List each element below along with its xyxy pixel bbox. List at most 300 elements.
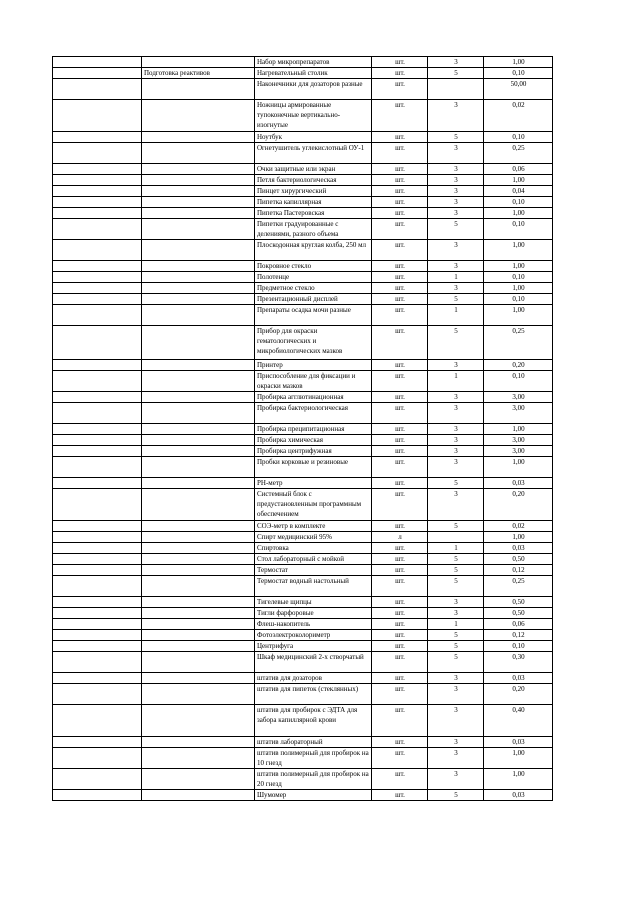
quantity-cell: 3 xyxy=(428,392,484,403)
coefficient-cell: 50,00 xyxy=(484,79,553,100)
item-name-cell: Пинцет хирургический xyxy=(255,186,372,197)
coefficient-cell: 0,03 xyxy=(484,737,553,748)
section-cell xyxy=(142,294,255,305)
section-cell xyxy=(142,478,255,489)
table-row xyxy=(53,748,553,769)
coefficient-cell: 1,00 xyxy=(484,240,553,261)
unit-cell: шт. xyxy=(372,305,428,326)
item-name-cell: штатив полимерный для пробирок на 20 гнезд xyxy=(255,769,372,790)
item-name-cell: СОЭ-метр в комплекте xyxy=(255,521,372,532)
coefficient-cell: 0,10 xyxy=(484,68,553,79)
quantity-cell: 3 xyxy=(428,673,484,684)
coefficient-cell: 0,50 xyxy=(484,608,553,619)
quantity-cell: 3 xyxy=(428,240,484,261)
unit-cell: шт. xyxy=(372,100,428,132)
unit-cell: шт. xyxy=(372,175,428,186)
quantity-cell: 3 xyxy=(428,57,484,68)
quantity-cell: 3 xyxy=(428,457,484,478)
section-cell xyxy=(142,175,255,186)
blank-cell xyxy=(53,576,142,597)
quantity-cell: 3 xyxy=(428,143,484,164)
blank-cell xyxy=(53,208,142,219)
coefficient-cell: 0,25 xyxy=(484,326,553,360)
blank-cell xyxy=(53,272,142,283)
unit-cell: шт. xyxy=(372,489,428,521)
item-name-cell: Тигелевые щипцы xyxy=(255,597,372,608)
blank-cell xyxy=(53,79,142,100)
quantity-cell: 3 xyxy=(428,737,484,748)
item-name-cell: Пробирка химическая xyxy=(255,435,372,446)
item-name-cell: Пробки корковые и резиновые xyxy=(255,457,372,478)
section-cell: Подготовка реактивов xyxy=(142,68,255,79)
quantity-cell xyxy=(428,532,484,543)
table-row xyxy=(53,132,553,143)
item-name-cell: Центрифуга xyxy=(255,641,372,652)
blank-cell xyxy=(53,478,142,489)
item-name-cell: Предметное стекло xyxy=(255,283,372,294)
quantity-cell: 5 xyxy=(428,652,484,673)
coefficient-cell: 1,00 xyxy=(484,175,553,186)
table-row xyxy=(53,532,553,543)
coefficient-cell: 1,00 xyxy=(484,305,553,326)
section-cell xyxy=(142,283,255,294)
table-row xyxy=(53,240,553,261)
unit-cell: шт. xyxy=(372,737,428,748)
blank-cell xyxy=(53,371,142,392)
section-cell xyxy=(142,705,255,737)
unit-cell: шт. xyxy=(372,424,428,435)
item-name-cell: штатив лабораторный xyxy=(255,737,372,748)
item-name-cell: штатив для дозаторов xyxy=(255,673,372,684)
unit-cell: шт. xyxy=(372,748,428,769)
blank-cell xyxy=(53,294,142,305)
quantity-cell: 5 xyxy=(428,790,484,801)
unit-cell: шт. xyxy=(372,769,428,790)
table-row xyxy=(53,326,553,360)
table-row xyxy=(53,79,553,100)
coefficient-cell: 0,06 xyxy=(484,164,553,175)
quantity-cell xyxy=(428,79,484,100)
item-name-cell: штатив для пробирок с ЭДТА для забора капиллярной крови xyxy=(255,705,372,737)
section-cell xyxy=(142,521,255,532)
blank-cell xyxy=(53,360,142,371)
coefficient-cell: 3,00 xyxy=(484,435,553,446)
blank-cell xyxy=(53,641,142,652)
item-name-cell: PH-метр xyxy=(255,478,372,489)
quantity-cell: 5 xyxy=(428,294,484,305)
section-cell xyxy=(142,543,255,554)
item-name-cell: штатив полимерный для пробирок на 10 гнезд xyxy=(255,748,372,769)
coefficient-cell: 1,00 xyxy=(484,424,553,435)
section-cell xyxy=(142,737,255,748)
section-cell xyxy=(142,272,255,283)
table-row xyxy=(53,424,553,435)
blank-cell xyxy=(53,57,142,68)
coefficient-cell: 0,03 xyxy=(484,543,553,554)
unit-cell: шт. xyxy=(372,597,428,608)
blank-cell xyxy=(53,424,142,435)
quantity-cell: 3 xyxy=(428,283,484,294)
table-row xyxy=(53,197,553,208)
coefficient-cell: 0,02 xyxy=(484,521,553,532)
blank-cell xyxy=(53,132,142,143)
unit-cell: шт. xyxy=(372,641,428,652)
blank-cell xyxy=(53,197,142,208)
blank-cell xyxy=(53,652,142,673)
coefficient-cell: 3,00 xyxy=(484,403,553,424)
item-name-cell: Презентационный дисплей xyxy=(255,294,372,305)
blank-cell xyxy=(53,489,142,521)
quantity-cell: 3 xyxy=(428,769,484,790)
quantity-cell: 3 xyxy=(428,197,484,208)
item-name-cell: Пробирка центрифужная xyxy=(255,446,372,457)
blank-cell xyxy=(53,392,142,403)
section-cell xyxy=(142,360,255,371)
unit-cell: шт. xyxy=(372,790,428,801)
item-name-cell: Пипетка капиллярная xyxy=(255,197,372,208)
coefficient-cell: 0,40 xyxy=(484,705,553,737)
section-cell xyxy=(142,305,255,326)
table-row xyxy=(53,565,553,576)
item-name-cell: Набор микропрепаратов xyxy=(255,57,372,68)
section-cell xyxy=(142,565,255,576)
unit-cell: шт. xyxy=(372,684,428,705)
unit-cell: шт. xyxy=(372,261,428,272)
item-name-cell: Флеш-накопитель xyxy=(255,619,372,630)
coefficient-cell: 0,03 xyxy=(484,790,553,801)
coefficient-cell: 0,10 xyxy=(484,641,553,652)
coefficient-cell: 0,12 xyxy=(484,630,553,641)
section-cell xyxy=(142,392,255,403)
blank-cell xyxy=(53,305,142,326)
coefficient-cell: 0,03 xyxy=(484,673,553,684)
table-row xyxy=(53,100,553,132)
table-row xyxy=(53,652,553,673)
table-row xyxy=(53,186,553,197)
blank-cell xyxy=(53,565,142,576)
section-cell xyxy=(142,435,255,446)
section-cell xyxy=(142,554,255,565)
coefficient-cell: 0,04 xyxy=(484,186,553,197)
quantity-cell: 5 xyxy=(428,565,484,576)
table-row xyxy=(53,68,553,79)
table-row xyxy=(53,521,553,532)
unit-cell: шт. xyxy=(372,565,428,576)
blank-cell xyxy=(53,543,142,554)
coefficient-cell: 0,25 xyxy=(484,576,553,597)
blank-cell xyxy=(53,630,142,641)
blank-cell xyxy=(53,435,142,446)
quantity-cell: 3 xyxy=(428,360,484,371)
unit-cell: шт. xyxy=(372,283,428,294)
coefficient-cell: 1,00 xyxy=(484,283,553,294)
table-row xyxy=(53,608,553,619)
table-row xyxy=(53,435,553,446)
table-row xyxy=(53,619,553,630)
blank-cell xyxy=(53,143,142,164)
item-name-cell: Системный блок с предустановленным программным обеспечением xyxy=(255,489,372,521)
blank-cell xyxy=(53,68,142,79)
item-name-cell: Плоскодонная круглая колба, 250 мл xyxy=(255,240,372,261)
item-name-cell: Спирт медицинский 95% xyxy=(255,532,372,543)
section-cell xyxy=(142,769,255,790)
blank-cell xyxy=(53,790,142,801)
coefficient-cell: 0,20 xyxy=(484,360,553,371)
table-row xyxy=(53,597,553,608)
blank-cell xyxy=(53,261,142,272)
quantity-cell: 5 xyxy=(428,478,484,489)
section-cell xyxy=(142,132,255,143)
coefficient-cell: 1,00 xyxy=(484,457,553,478)
unit-cell: шт. xyxy=(372,446,428,457)
blank-cell xyxy=(53,403,142,424)
unit-cell: шт. xyxy=(372,576,428,597)
quantity-cell: 1 xyxy=(428,371,484,392)
quantity-cell: 3 xyxy=(428,164,484,175)
coefficient-cell: 0,10 xyxy=(484,197,553,208)
table-row xyxy=(53,790,553,801)
unit-cell: шт. xyxy=(372,554,428,565)
table-row xyxy=(53,371,553,392)
unit-cell: шт. xyxy=(372,57,428,68)
section-cell xyxy=(142,576,255,597)
table-row xyxy=(53,164,553,175)
table-body xyxy=(53,57,553,801)
table-row xyxy=(53,630,553,641)
blank-cell xyxy=(53,186,142,197)
coefficient-cell: 1,00 xyxy=(484,57,553,68)
unit-cell: шт. xyxy=(372,371,428,392)
quantity-cell: 3 xyxy=(428,489,484,521)
unit-cell: шт. xyxy=(372,360,428,371)
item-name-cell: Препараты осадка мочи разные xyxy=(255,305,372,326)
unit-cell: шт. xyxy=(372,478,428,489)
blank-cell xyxy=(53,219,142,240)
table-row xyxy=(53,305,553,326)
unit-cell: шт. xyxy=(372,143,428,164)
quantity-cell: 3 xyxy=(428,261,484,272)
table-row xyxy=(53,294,553,305)
unit-cell: шт. xyxy=(372,673,428,684)
section-cell xyxy=(142,219,255,240)
table-row xyxy=(53,208,553,219)
item-name-cell: Шкаф медицинский 2-х створчатый xyxy=(255,652,372,673)
quantity-cell: 5 xyxy=(428,326,484,360)
unit-cell: шт. xyxy=(372,79,428,100)
table-row xyxy=(53,489,553,521)
unit-cell: шт. xyxy=(372,186,428,197)
coefficient-cell: 0,20 xyxy=(484,489,553,521)
table-row xyxy=(53,576,553,597)
coefficient-cell: 0,20 xyxy=(484,684,553,705)
section-cell xyxy=(142,186,255,197)
section-cell xyxy=(142,790,255,801)
coefficient-cell: 0,25 xyxy=(484,143,553,164)
item-name-cell: Наконечники для дозаторов разные xyxy=(255,79,372,100)
coefficient-cell: 0,50 xyxy=(484,597,553,608)
unit-cell: шт. xyxy=(372,619,428,630)
coefficient-cell: 3,00 xyxy=(484,446,553,457)
blank-cell xyxy=(53,554,142,565)
section-cell xyxy=(142,261,255,272)
table-row xyxy=(53,143,553,164)
table-row xyxy=(53,446,553,457)
table-row xyxy=(53,457,553,478)
unit-cell: шт. xyxy=(372,197,428,208)
quantity-cell: 1 xyxy=(428,272,484,283)
item-name-cell: Приспособление для фиксации и окраски мазков xyxy=(255,371,372,392)
section-cell xyxy=(142,403,255,424)
blank-cell xyxy=(53,748,142,769)
blank-cell xyxy=(53,240,142,261)
unit-cell: шт. xyxy=(372,132,428,143)
item-name-cell: Спиртовка xyxy=(255,543,372,554)
section-cell xyxy=(142,748,255,769)
blank-cell xyxy=(53,769,142,790)
blank-cell xyxy=(53,175,142,186)
section-cell xyxy=(142,684,255,705)
coefficient-cell: 0,50 xyxy=(484,554,553,565)
coefficient-cell: 0,12 xyxy=(484,565,553,576)
section-cell xyxy=(142,597,255,608)
item-name-cell: Пробирка преципитационная xyxy=(255,424,372,435)
table-row xyxy=(53,392,553,403)
section-cell xyxy=(142,446,255,457)
section-cell xyxy=(142,197,255,208)
item-name-cell: Принтер xyxy=(255,360,372,371)
quantity-cell: 3 xyxy=(428,446,484,457)
blank-cell xyxy=(53,283,142,294)
section-cell xyxy=(142,532,255,543)
item-name-cell: Покровное стекло xyxy=(255,261,372,272)
quantity-cell: 3 xyxy=(428,208,484,219)
unit-cell: шт. xyxy=(372,652,428,673)
quantity-cell: 1 xyxy=(428,305,484,326)
blank-cell xyxy=(53,673,142,684)
table-row xyxy=(53,684,553,705)
coefficient-cell: 1,00 xyxy=(484,769,553,790)
quantity-cell: 5 xyxy=(428,576,484,597)
coefficient-cell: 1,00 xyxy=(484,532,553,543)
unit-cell: л xyxy=(372,532,428,543)
quantity-cell: 3 xyxy=(428,608,484,619)
unit-cell: шт. xyxy=(372,521,428,532)
quantity-cell: 5 xyxy=(428,554,484,565)
unit-cell: шт. xyxy=(372,294,428,305)
blank-cell xyxy=(53,597,142,608)
quantity-cell: 3 xyxy=(428,403,484,424)
coefficient-cell: 0,02 xyxy=(484,100,553,132)
item-name-cell: Термостат водный настольный xyxy=(255,576,372,597)
coefficient-cell: 0,10 xyxy=(484,272,553,283)
quantity-cell: 3 xyxy=(428,748,484,769)
quantity-cell: 3 xyxy=(428,186,484,197)
coefficient-cell: 1,00 xyxy=(484,748,553,769)
blank-cell xyxy=(53,446,142,457)
section-cell xyxy=(142,240,255,261)
section-cell xyxy=(142,79,255,100)
quantity-cell: 3 xyxy=(428,175,484,186)
item-name-cell: Тигли фарфоровые xyxy=(255,608,372,619)
section-cell xyxy=(142,619,255,630)
coefficient-cell: 1,00 xyxy=(484,208,553,219)
blank-cell xyxy=(53,521,142,532)
section-cell xyxy=(142,424,255,435)
unit-cell: шт. xyxy=(372,457,428,478)
item-name-cell: Ножницы армированные тупоконечные вертикально-изогнутые xyxy=(255,100,372,132)
item-name-cell: Петля бактериологическая xyxy=(255,175,372,186)
section-cell xyxy=(142,371,255,392)
item-name-cell: Фотоэлектроколориметр xyxy=(255,630,372,641)
section-cell xyxy=(142,100,255,132)
item-name-cell: Очки защитные или экран xyxy=(255,164,372,175)
unit-cell: шт. xyxy=(372,392,428,403)
item-name-cell: Пробирка бактериологическая xyxy=(255,403,372,424)
item-name-cell: Шумомер xyxy=(255,790,372,801)
table-row xyxy=(53,219,553,240)
table-row xyxy=(53,737,553,748)
blank-cell xyxy=(53,737,142,748)
item-name-cell: штатив для пипеток (стеклянных) xyxy=(255,684,372,705)
quantity-cell: 5 xyxy=(428,219,484,240)
table-row xyxy=(53,769,553,790)
item-name-cell: Огнетушитель углекислотный ОУ-1 xyxy=(255,143,372,164)
item-name-cell: Нагревательный столик xyxy=(255,68,372,79)
quantity-cell: 3 xyxy=(428,705,484,737)
quantity-cell: 3 xyxy=(428,424,484,435)
item-name-cell: Пробирка агглютинационная xyxy=(255,392,372,403)
unit-cell: шт. xyxy=(372,326,428,360)
blank-cell xyxy=(53,619,142,630)
table-row xyxy=(53,272,553,283)
table-row xyxy=(53,705,553,737)
table-row xyxy=(53,175,553,186)
blank-cell xyxy=(53,457,142,478)
coefficient-cell: 0,30 xyxy=(484,652,553,673)
quantity-cell: 1 xyxy=(428,619,484,630)
section-cell xyxy=(142,489,255,521)
quantity-cell: 5 xyxy=(428,68,484,79)
table-row xyxy=(53,543,553,554)
coefficient-cell: 0,10 xyxy=(484,132,553,143)
section-cell xyxy=(142,630,255,641)
unit-cell: шт. xyxy=(372,543,428,554)
item-name-cell: Термостат xyxy=(255,565,372,576)
table-row xyxy=(53,478,553,489)
item-name-cell: Пипетка Пастеровская xyxy=(255,208,372,219)
unit-cell: шт. xyxy=(372,435,428,446)
quantity-cell: 3 xyxy=(428,100,484,132)
blank-cell xyxy=(53,684,142,705)
quantity-cell: 1 xyxy=(428,543,484,554)
section-cell xyxy=(142,608,255,619)
blank-cell xyxy=(53,164,142,175)
unit-cell: шт. xyxy=(372,240,428,261)
unit-cell: шт. xyxy=(372,164,428,175)
section-cell xyxy=(142,143,255,164)
table-row xyxy=(53,57,553,68)
table-row xyxy=(53,283,553,294)
coefficient-cell: 1,00 xyxy=(484,261,553,272)
coefficient-cell: 0,06 xyxy=(484,619,553,630)
blank-cell xyxy=(53,705,142,737)
coefficient-cell: 0,10 xyxy=(484,219,553,240)
blank-cell xyxy=(53,100,142,132)
coefficient-cell: 0,10 xyxy=(484,294,553,305)
table-row xyxy=(53,360,553,371)
table-row xyxy=(53,403,553,424)
unit-cell: шт. xyxy=(372,219,428,240)
